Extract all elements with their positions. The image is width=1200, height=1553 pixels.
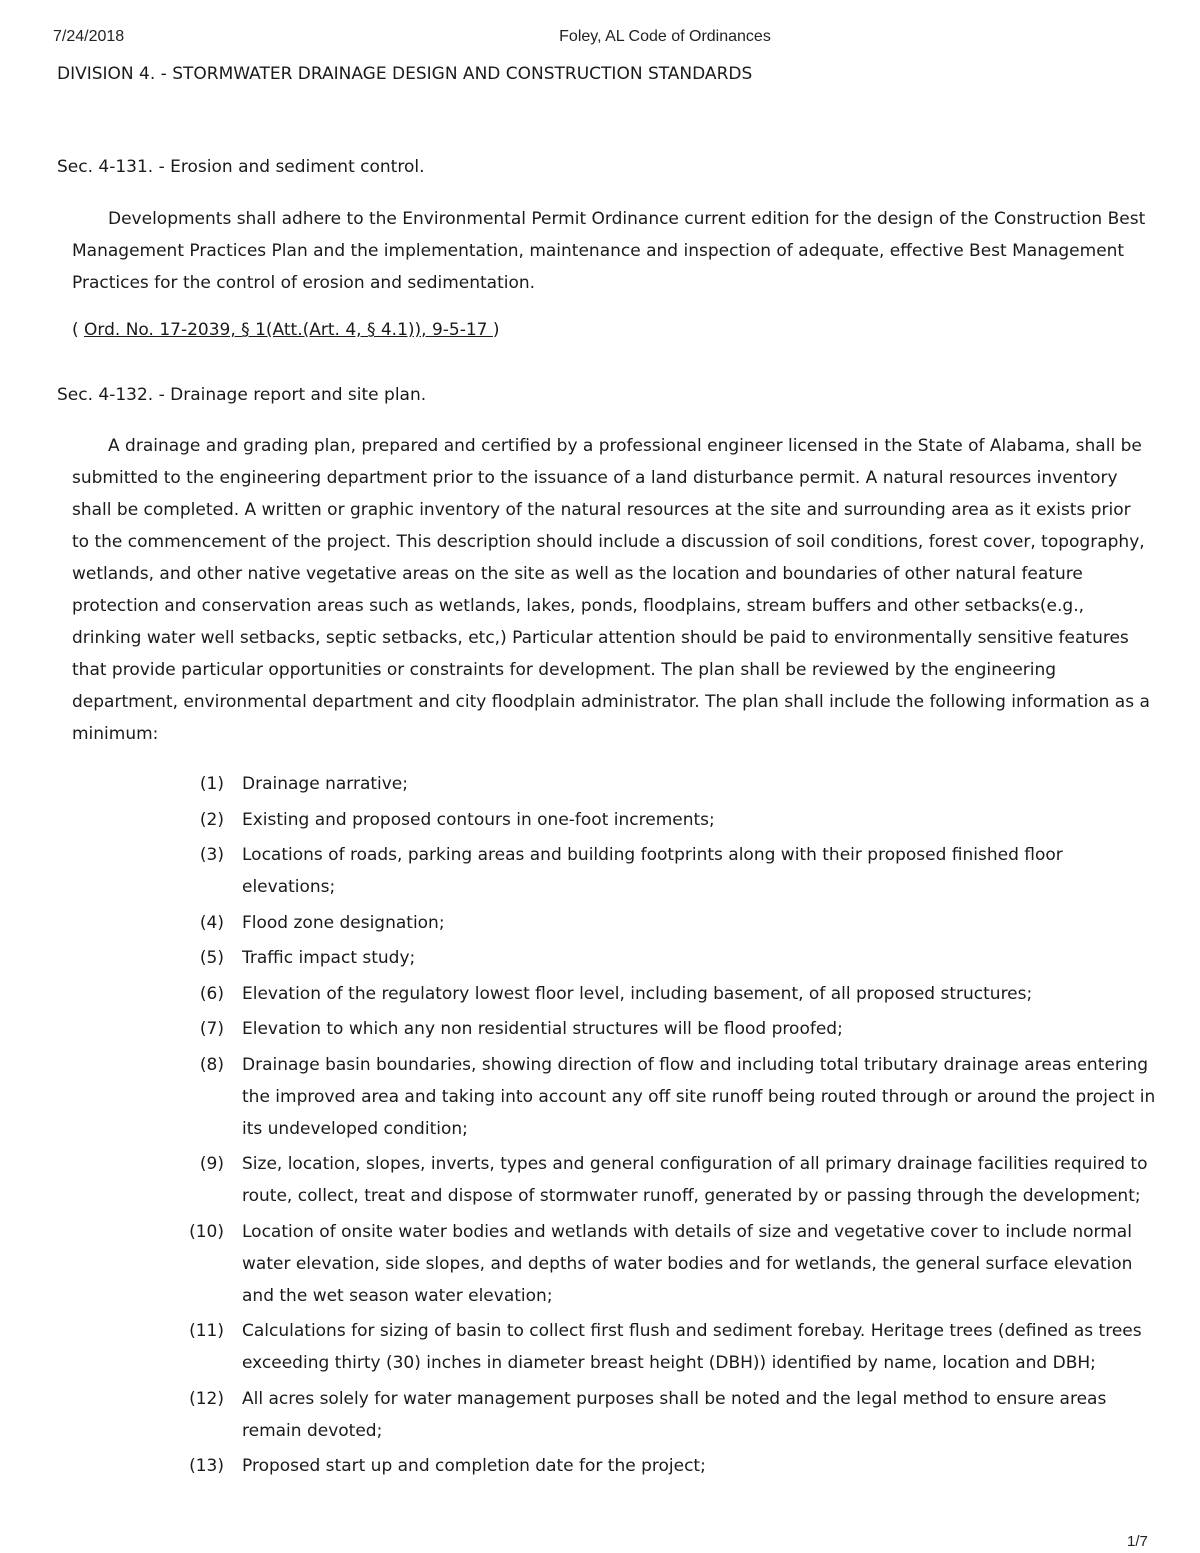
section-4-132-body: A drainage and grading plan, prepared and certified by a professional engineer licensed in the State of Alabama, shall be submitted to the engineering department prior to the issuance of a land disturbance permit. A natural resources inventory shall be completed. A written or graphic inventory of the natural resources at the site and surrounding area as it exists prior to the commencement of the project. This description should include a discussion of soil conditions, forest cover, topography, wetlands, and other native vegetative areas on the site as well as the location and boundaries of other natural feature protection and conservation areas such as wetlands, lakes, ponds, floodplains, stream buffers and other setbacks(e.g., drinking water well setbacks, septic setbacks, etc,) Particular attention should be paid to environmentally sensitive features that provide particular opportunities or constraints for development. The plan shall be reviewed by the engineering department, environmental department and city floodplain administrator. The plan shall include the following information as a minimum: [72, 436, 1150, 744]
list-item-number: (11) [189, 1321, 224, 1341]
list-item-text: Drainage narrative; [242, 774, 408, 794]
list-item-number: (2) [199, 809, 224, 830]
document-header-title: Foley, AL Code of Ordinances [559, 28, 771, 45]
list-item [180, 768, 1160, 800]
list-item-text: Elevation of the regulatory lowest floor level, including basement, of all proposed structures; [242, 983, 1033, 1004]
list-item-text: Locations of roads, parking areas and building footprints along with their proposed finished floor elevations; [242, 845, 1063, 897]
requirements-list [180, 768, 1160, 1486]
list-item-text: Existing and proposed contours in one-foot increments; [242, 809, 715, 830]
list-item-number: (10) [189, 1221, 224, 1242]
list-item-number: (7) [199, 1019, 224, 1039]
list-item-text: Size, location, slopes, inverts, types and general configuration of all primary drainage facilities required to route, collect, treat and dispose of stormwater runoff, generated by or passing through the development; [242, 1154, 1148, 1206]
list-item-text: Calculations for sizing of basin to collect first flush and sediment forebay. Heritage trees (defined as trees exceeding thirty (30) inches in diameter breast height (DBH)) identified by name, location and DBH; [242, 1321, 1142, 1373]
list-item-number: (4) [199, 912, 224, 933]
list-item [180, 1013, 1160, 1045]
list-item-text: Traffic impact study; [242, 948, 416, 968]
page-number: 1/7 [1127, 1533, 1148, 1550]
list-item [180, 804, 1160, 836]
list-item-number: (3) [199, 845, 224, 865]
list-item [180, 1315, 1160, 1379]
list-item [180, 942, 1160, 974]
division-title: DIVISION 4. - STORMWATER DRAINAGE DESIGN AND CONSTRUCTION STANDARDS [57, 64, 753, 84]
list-item-number: (9) [199, 1154, 224, 1174]
list-item [180, 978, 1160, 1010]
section-4-132-title: Sec. 4-132. - Drainage report and site plan. [57, 385, 427, 405]
citation [72, 320, 500, 340]
list-item [180, 839, 1160, 903]
list-item-number: (12) [189, 1388, 224, 1409]
list-item [180, 1148, 1160, 1212]
citation-open: ( [72, 320, 85, 340]
print-date: 7/24/2018 [53, 28, 125, 45]
list-item-text: Flood zone designation; [242, 912, 445, 933]
list-item-number: (6) [199, 983, 224, 1004]
list-item [180, 1216, 1160, 1312]
list-item-text: All acres solely for water management purposes shall be noted and the legal method to ensure areas remain devoted; [242, 1388, 1107, 1441]
list-item-number: (8) [199, 1054, 224, 1075]
citation-close: ) [492, 320, 500, 340]
section-4-131-body: Developments shall adhere to the Environmental Permit Ordinance current edition for the design of the Construction Best Management Practices Plan and the implementation, maintenance and inspection of adequate, effective Best Management Practices for the control of erosion and sedimentation. [72, 209, 1146, 293]
list-item-text: Drainage basin boundaries, showing direction of flow and including total tributary drainage areas entering the improved area and taking into account any off site runoff being routed through or around the project in its undeveloped condition; [242, 1054, 1156, 1139]
list-item [180, 1383, 1160, 1447]
section-4-131-title: Sec. 4-131. - Erosion and sediment control. [57, 157, 425, 177]
list-item-text: Elevation to which any non residential structures will be flood proofed; [242, 1019, 843, 1039]
list-item-text: Proposed start up and completion date for the project; [242, 1456, 706, 1476]
list-item-number: (5) [199, 948, 224, 968]
list-item-number: (13) [189, 1456, 224, 1476]
list-item-text: Location of onsite water bodies and wetlands with details of size and vegetative cover to include normal water elevation, side slopes, and depths of water bodies and for wetlands, the general surface elevation and the wet season water elevation; [242, 1221, 1133, 1306]
list-item [180, 1450, 1160, 1482]
list-item [180, 907, 1160, 939]
list-item-number: (1) [199, 774, 224, 794]
ordinance-link[interactable]: Ord. No. 17-2039, § 1(Att.(Art. 4, § 4.1)), 9-5-17 [84, 320, 493, 340]
list-item [180, 1049, 1160, 1145]
